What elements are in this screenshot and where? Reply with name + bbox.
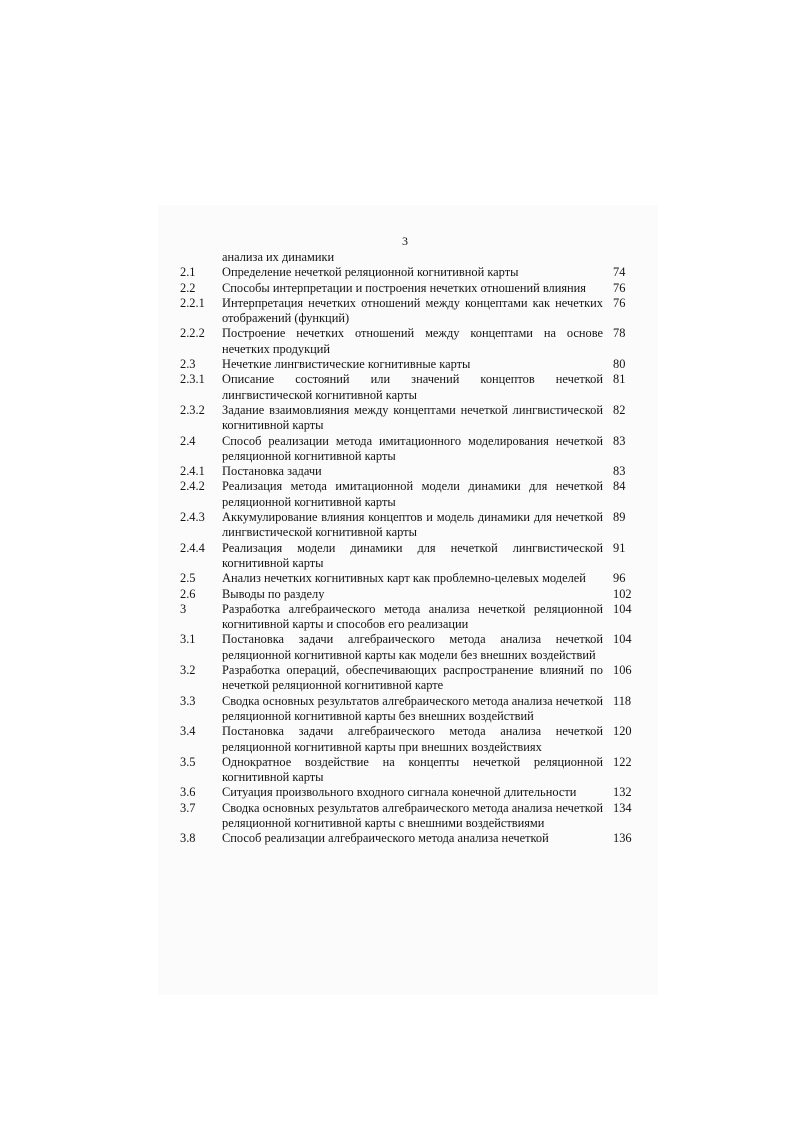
toc-entry (0, 755, 795, 786)
toc-entry-title: Описание состояний или значений концептов нечеткой лингвистической когнитивной карты (222, 372, 603, 402)
toc-entry-title: Способы интерпретации и построения нечетких отношений влияния (222, 280, 586, 295)
toc-entry (0, 296, 795, 327)
toc-entry (0, 265, 795, 280)
toc-entry-number: 2.4.3 (180, 510, 205, 525)
toc-entry-title: анализа их динамики (222, 250, 335, 264)
toc-entry (0, 250, 795, 265)
toc-entry-title: Построение нечетких отношений между концептами на основе нечетких продукций (222, 326, 603, 356)
toc-entry (0, 831, 795, 846)
toc-entry-page: 80 (613, 357, 626, 372)
toc-entry-number: 2.3.1 (180, 372, 205, 387)
toc-entry-page: 132 (613, 785, 632, 800)
toc-entry-title: Аккумулирование влияния концептов и модель динамики для нечеткой лингвистической когнитивной карты (222, 510, 603, 540)
toc-entry-number: 3.5 (180, 754, 196, 769)
toc-entry (0, 587, 795, 602)
toc-entry (0, 632, 795, 663)
toc-entry (0, 724, 795, 755)
toc-entry-title: Однократное воздействие на концепты нечеткой реляционной когнитивной карты (222, 754, 603, 785)
toc-entry-title: Способ реализации алгебраического метода анализа нечеткой (222, 831, 549, 846)
toc-entry-page: 134 (613, 800, 632, 815)
table-of-contents (0, 250, 795, 847)
toc-entry-number: 2.4 (180, 433, 196, 448)
toc-entry-number: 2.3.2 (180, 402, 205, 417)
toc-entry-title: Задание взаимовлияния между концептами нечеткой лингвистической когнитивной карты (222, 402, 603, 433)
page-number: 3 (402, 234, 408, 248)
toc-entry-number: 2.2.1 (180, 295, 205, 310)
toc-entry-number: 3.4 (180, 724, 196, 739)
toc-entry-number: 3.6 (180, 785, 196, 800)
toc-entry-title: Ситуация произвольного входного сигнала конечной длительности (222, 785, 577, 800)
toc-entry-page: 96 (613, 571, 626, 586)
toc-entry-title: Сводка основных результатов алгебраического метода анализа нечеткой реляционной когнитивной карты без внешних воздействий (222, 693, 603, 723)
toc-entry-number: 3 (180, 601, 187, 616)
toc-entry-page: 82 (613, 402, 626, 417)
toc-entry (0, 281, 795, 296)
toc-entry-title: Анализ нечетких когнитивных карт как проблемно-целевых моделей (222, 571, 586, 586)
toc-entry (0, 434, 795, 465)
toc-entry-page: 81 (613, 372, 626, 387)
toc-entry-title: Определение нечеткой реляционной когнитивной карты (222, 265, 519, 280)
toc-entry-number: 2.6 (180, 586, 196, 601)
toc-entry-number: 3.2 (180, 663, 196, 678)
toc-entry-number: 3.3 (180, 693, 196, 708)
toc-entry-title: Выводы по разделу (222, 586, 325, 601)
toc-entry-page: 122 (613, 754, 632, 769)
toc-entry-number: 3.8 (180, 831, 196, 846)
toc-entry-title: Постановка задачи алгебраического метода анализа нечеткой реляционной когнитивной карты при внешних воздействиях (222, 724, 603, 754)
toc-entry-page: 83 (613, 433, 626, 448)
toc-entry-number: 2.3 (180, 357, 196, 372)
toc-entry-page: 106 (613, 663, 632, 678)
toc-entry-number: 2.4.2 (180, 479, 205, 494)
toc-entry-title: Реализация модели динамики для нечеткой лингвистической когнитивной карты (222, 540, 603, 570)
toc-entry-page: 76 (613, 280, 626, 295)
toc-entry (0, 357, 795, 372)
toc-entry-page: 74 (613, 265, 626, 280)
toc-entry-number: 2.5 (180, 571, 196, 586)
toc-entry-title: Способ реализации метода имитационного моделирования нечеткой реляционной когнитивной карты (222, 433, 603, 463)
toc-entry (0, 541, 795, 572)
toc-entry-page: 118 (613, 693, 632, 708)
toc-entry-title: Постановка задачи алгебраического метода анализа нечеткой реляционной когнитивной карты как модели без внешних воздействий (222, 632, 603, 662)
toc-entry-page: 136 (613, 831, 632, 846)
toc-entry (0, 372, 795, 403)
toc-entry-title: Разработка алгебраического метода анализа нечеткой реляционной когнитивной карты и способов его реализации (222, 601, 603, 632)
toc-entry (0, 326, 795, 357)
toc-entry-title: Интерпретация нечетких отношений между концептами как нечетких отображений (функций) (222, 295, 603, 326)
toc-entry-page: 84 (613, 479, 626, 494)
toc-entry-number: 3.7 (180, 800, 196, 815)
toc-entry-number: 3.1 (180, 632, 196, 647)
toc-entry-page: 83 (613, 464, 626, 479)
toc-entry-page: 104 (613, 632, 632, 647)
toc-entry (0, 510, 795, 541)
toc-entry-number: 2.4.1 (180, 464, 205, 479)
toc-entry-page: 76 (613, 295, 626, 310)
toc-entry-number: 2.1 (180, 265, 196, 280)
toc-entry-page: 120 (613, 724, 632, 739)
toc-entry-title: Сводка основных результатов алгебраического метода анализа нечеткой реляционной когнитивной карты с внешними воздействиями (222, 800, 603, 830)
toc-entry (0, 403, 795, 434)
toc-entry-page: 102 (613, 586, 632, 601)
toc-entry (0, 801, 795, 832)
toc-entry (0, 785, 795, 800)
toc-entry-page: 104 (613, 601, 632, 616)
toc-entry (0, 694, 795, 725)
toc-entry-page: 91 (613, 540, 626, 555)
toc-entry-page: 78 (613, 326, 626, 341)
toc-entry-page: 89 (613, 510, 626, 525)
toc-entry (0, 602, 795, 633)
toc-entry (0, 464, 795, 479)
toc-entry (0, 479, 795, 510)
toc-entry-number: 2.2 (180, 280, 196, 295)
toc-entry-title: Постановка задачи (222, 464, 322, 479)
toc-entry (0, 571, 795, 586)
toc-entry-number: 2.4.4 (180, 540, 205, 555)
toc-entry (0, 663, 795, 694)
toc-entry-title: Нечеткие лингвистические когнитивные карты (222, 357, 471, 372)
toc-entry-title: Реализация метода имитационной модели динамики для нечеткой реляционной когнитивной карты (222, 479, 603, 509)
toc-entry-title: Разработка операций, обеспечивающих распространение влияний по нечеткой реляционной когнитивной карте (222, 663, 603, 693)
toc-entry-number: 2.2.2 (180, 326, 205, 341)
